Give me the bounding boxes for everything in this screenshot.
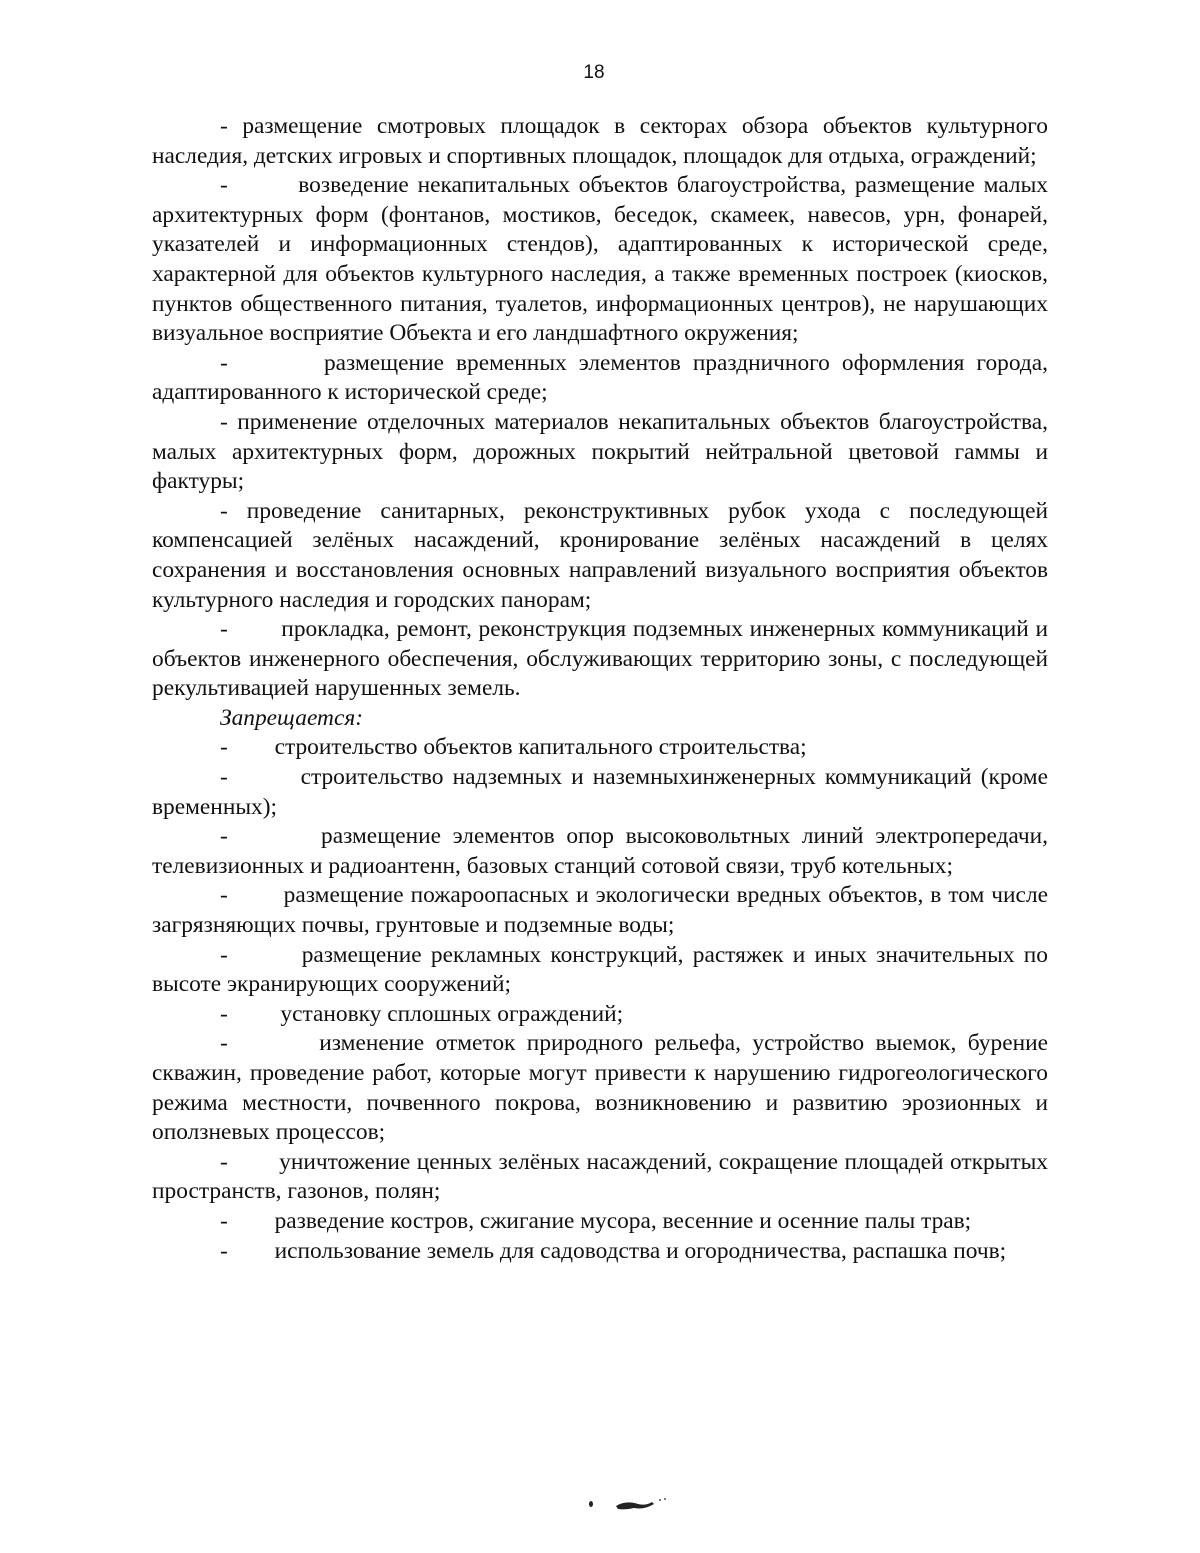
scan-artifact-mark (586, 1490, 676, 1520)
prohibited-item: - размещение элементов опор высоковольтных линий электропередачи, телевизионных и радиоантенн, базовых станций сотовой связи, труб котельных; (152, 823, 1048, 879)
prohibited-item: - разведение костров, сжигание мусора, весенние и осенние палы трав; (220, 1207, 972, 1234)
document-body (152, 112, 1048, 1266)
paragraph-non-capital-objects: - возведение некапитальных объектов благоустройства, размещение малых архитектурных форм (фонтанов, мостиков, беседок, скамеек, навесов, урн, фонарей, указателей и информационных стендов), адаптированных к исторической среде, характерной для объектов культурного наследия, а также временных построек (киосков, пунктов общественного питания, туалетов, информационных центров), не нарушающих визуальное восприятие Объекта и его ландшафтного окружения; (152, 172, 1048, 347)
prohibited-item: - строительство объектов капитального строительства; (220, 734, 807, 761)
prohibited-item: - строительство надземных и наземныхинженерных коммуникаций (кроме временных); (152, 764, 1048, 820)
paragraph-underground-utilities: - прокладка, ремонт, реконструкция подземных инженерных коммуникаций и объектов инженерного обеспечения, обслуживающих территорию зоны, с последующей рекультивацией нарушенных земель. (152, 616, 1048, 702)
prohibited-item: - размещение рекламных конструкций, растяжек и иных значительных по высоте экранирующих сооружений; (152, 941, 1048, 998)
prohibited-item: - уничтожение ценных зелёных насаждений, сокращение площадей открытых пространств, газонов, полян; (152, 1148, 1048, 1205)
prohibited-heading: Запрещается: (220, 704, 363, 731)
paragraph-viewing-platforms: - размещение смотровых площадок в секторах обзора объектов культурного наследия, детских игровых и спортивных площадок, площадок для отдыха, ограждений; (152, 113, 1048, 169)
prohibited-item: - размещение пожароопасных и экологически вредных объектов, в том числе загрязняющих почвы, грунтовые и подземные воды; (152, 882, 1048, 939)
paragraph-finishing-materials: - применение отделочных материалов некапитальных объектов благоустройства, малых архитектурных форм, дорожных покрытий нейтральной цветовой гаммы и фактуры; (152, 408, 1048, 495)
prohibited-item: - установку сплошных ограждений; (220, 1000, 624, 1027)
page-number: 18 (583, 62, 605, 83)
prohibited-item: - использование земель для садоводства и огородничества, распашка почв; (220, 1237, 1007, 1264)
paragraph-festive-decoration: - размещение временных элементов праздничного оформления города, адаптированного к исторической среде; (152, 349, 1048, 406)
prohibited-item: - изменение отметок природного рельефа, устройство выемок, бурение скважин, проведение работ, которые могут привести к нарушению гидрогеологического режима местности, почвенного покрова, возникновению и развитию эрозионных и оползневых процессов; (152, 1030, 1048, 1146)
paragraph-sanitary-felling: - проведение санитарных, реконструктивных рубок ухода с последующей компенсацией зелёных насаждений, кронирование зелёных насаждений в целях сохранения и восстановления основных направлений визуального восприятия объектов культурного наследия и городских панорам; (152, 497, 1048, 613)
